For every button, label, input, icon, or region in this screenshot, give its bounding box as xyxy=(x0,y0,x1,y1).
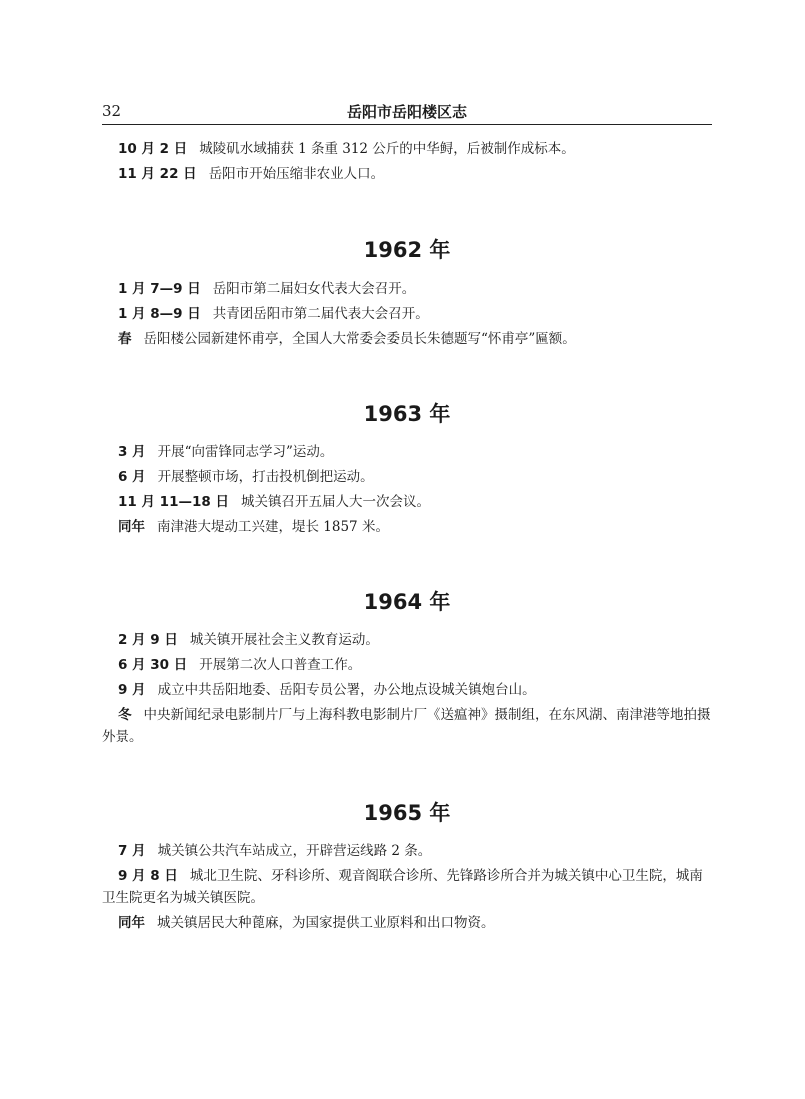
chronicle-entry xyxy=(102,278,712,300)
chronicle-content xyxy=(102,138,712,937)
chronicle-entry xyxy=(102,163,712,185)
entry-text: 岳阳市开始压缩非农业人口。 xyxy=(208,166,385,182)
entry-date: 9 月 8 日 xyxy=(118,868,178,884)
entry-text: 城北卫生院、牙科诊所、观音阁联合诊所、先锋路诊所合并为城关镇中心卫生院，城南卫生院更名为城关镇医院。 xyxy=(102,868,703,906)
entry-date: 7 月 xyxy=(118,843,146,859)
chronicle-entry xyxy=(102,679,712,701)
entry-date: 1 月 8—9 日 xyxy=(118,306,201,322)
entry-date: 11 月 11—18 日 xyxy=(118,494,229,510)
entry-text: 共青团岳阳市第二届代表大会召开。 xyxy=(212,306,429,322)
entry-text: 城关镇居民大种蓖麻，为国家提供工业原料和出口物资。 xyxy=(157,915,495,931)
entry-text: 开展第二次人口普查工作。 xyxy=(199,657,362,673)
page-header xyxy=(102,100,712,126)
page-number: 32 xyxy=(102,102,122,120)
chronicle-entry xyxy=(102,138,712,160)
year-heading: 1963 年 xyxy=(363,402,451,426)
chronicle-entry xyxy=(102,441,712,463)
entry-text: 中央新闻纪录电影制片厂与上海科教电影制片厂《送瘟神》摄制组，在东风湖、南津港等地拍摄外景。 xyxy=(102,707,711,745)
entry-text: 岳阳市第二届妇女代表大会召开。 xyxy=(212,281,416,297)
entry-date: 1 月 7—9 日 xyxy=(118,281,201,297)
entry-date: 10 月 2 日 xyxy=(118,141,188,157)
entry-date: 同年 xyxy=(118,519,145,535)
chronicle-entry xyxy=(102,328,712,350)
chronicle-entry xyxy=(102,704,712,748)
entry-text: 城关镇开展社会主义教育运动。 xyxy=(189,632,379,648)
entry-date: 3 月 xyxy=(118,444,146,460)
chronicle-entry xyxy=(102,303,712,325)
chronicle-entry xyxy=(102,840,712,862)
entry-date: 同年 xyxy=(118,915,145,931)
entry-text: 开展整顿市场，打击投机倒把运动。 xyxy=(157,469,374,485)
year-heading: 1965 年 xyxy=(363,801,451,825)
entry-date: 春 xyxy=(118,331,132,347)
entry-text: 成立中共岳阳地委、岳阳专员公署，办公地点设城关镇炮台山。 xyxy=(157,682,536,698)
chronicle-entry xyxy=(102,491,712,513)
year-heading: 1964 年 xyxy=(363,590,451,614)
chronicle-entry xyxy=(102,516,712,538)
chronicle-entry xyxy=(102,865,712,909)
header-rule xyxy=(102,124,712,125)
entry-date: 9 月 xyxy=(118,682,146,698)
chronicle-entry xyxy=(102,654,712,676)
entry-date: 2 月 9 日 xyxy=(118,632,178,648)
entry-text: 岳阳楼公园新建怀甫亭，全国人大常委会委员长朱德题写“怀甫亭”匾额。 xyxy=(143,331,576,347)
entry-text: 城关镇公共汽车站成立，开辟营运线路 2 条。 xyxy=(157,843,432,859)
entry-text: 南津港大堤动工兴建，堤长 1857 米。 xyxy=(157,519,389,535)
year-heading: 1962 年 xyxy=(363,238,451,262)
entry-text: 城陵矶水域捕获 1 条重 312 公斤的中华鲟，后被制作成标本。 xyxy=(199,141,575,157)
running-title: 岳阳市岳阳楼区志 xyxy=(346,103,467,121)
entry-date: 6 月 xyxy=(118,469,146,485)
entry-date: 6 月 30 日 xyxy=(118,657,188,673)
entry-date: 冬 xyxy=(118,707,132,723)
chronicle-entry xyxy=(102,629,712,651)
entry-date: 11 月 22 日 xyxy=(118,166,197,182)
entry-text: 城关镇召开五届人大一次会议。 xyxy=(240,494,430,510)
chronicle-entry xyxy=(102,466,712,488)
entry-text: 开展“向雷锋同志学习”运动。 xyxy=(157,444,334,460)
chronicle-entry xyxy=(102,912,712,934)
